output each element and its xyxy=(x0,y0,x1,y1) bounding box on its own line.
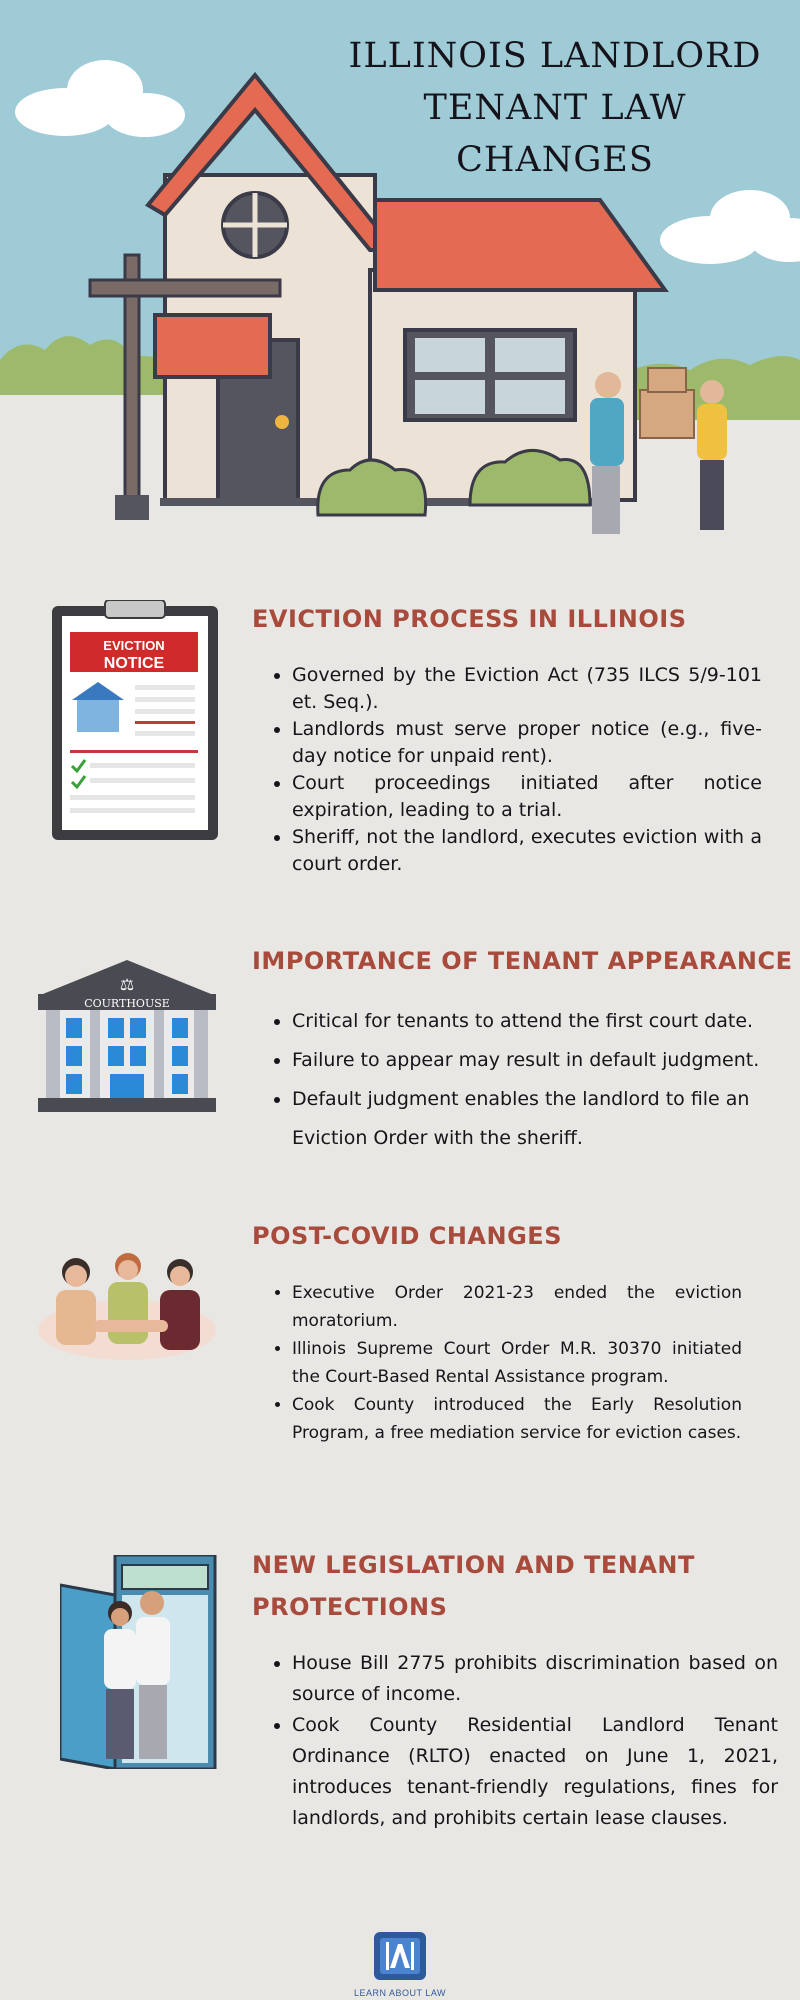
notice-label-1: EVICTION xyxy=(103,638,165,653)
eviction-notice-clipboard-icon xyxy=(50,600,220,842)
list-item: • Governed by the Eviction Act (735 ILCS 5/9-101 et. Seq.). xyxy=(292,662,762,716)
people-handshake-icon xyxy=(38,1250,216,1360)
courthouse-icon xyxy=(38,960,216,1112)
title-line-2: TENANT LAW CHANGES xyxy=(423,88,687,180)
couple-at-door-icon xyxy=(60,1555,220,1769)
svg-text:⚖: ⚖ xyxy=(119,975,135,994)
notice-label-2: NOTICE xyxy=(103,655,165,672)
courthouse-label: COURTHOUSE xyxy=(84,997,170,1010)
section-heading xyxy=(252,1544,695,1628)
list-item: • Court proceedings initiated after notice expiration, leading to a trial. xyxy=(292,770,762,824)
list-item: • Critical for tenants to attend the first court date. xyxy=(292,1002,762,1041)
bullet-list xyxy=(252,1002,762,1158)
list-item: • Failure to appear may result in default judgment. xyxy=(292,1041,762,1080)
heading-line-1: NEW LEGISLATION AND TENANT xyxy=(252,1551,695,1579)
bullet-list xyxy=(252,1648,778,1834)
page-title xyxy=(320,30,790,186)
bullet-list xyxy=(252,662,762,878)
list-item: • Executive Order 2021-23 ended the eviction moratorium. xyxy=(292,1279,742,1335)
learn-about-law-logo xyxy=(348,1930,452,1998)
section-heading: EVICTION PROCESS IN ILLINOIS xyxy=(252,605,687,633)
list-item: • Cook County Residential Landlord Tenant Ordinance (RLTO) enacted on June 1, 2021, introduces tenant-friendly regulations, fines for landlords, and prohibits certain lease clauses. xyxy=(292,1710,778,1834)
bullet-list xyxy=(252,1279,742,1447)
logo-text: LEARN ABOUT LAW xyxy=(353,1988,447,1998)
list-item: • Illinois Supreme Court Order M.R. 30370 initiated the Court-Based Rental Assistance program. xyxy=(292,1335,742,1391)
list-item: • Sheriff, not the landlord, executes eviction with a court order. xyxy=(292,824,762,878)
section-heading: IMPORTANCE OF TENANT APPEARANCE xyxy=(252,947,793,975)
heading-line-2: PROTECTIONS xyxy=(252,1593,448,1621)
hero-illustration xyxy=(0,0,800,560)
logo-icon xyxy=(372,1930,428,1982)
list-item: • Landlords must serve proper notice (e.g., five-day notice for unpaid rent). xyxy=(292,716,762,770)
list-item: • House Bill 2775 prohibits discrimination based on source of income. xyxy=(292,1648,778,1710)
section-heading: POST-COVID CHANGES xyxy=(252,1222,562,1250)
title-line-1: ILLINOIS LANDLORD xyxy=(348,36,762,76)
list-item: • Cook County introduced the Early Resolution Program, a free mediation service for eviction cases. xyxy=(292,1391,742,1447)
list-item: • Default judgment enables the landlord to file an Eviction Order with the sheriff. xyxy=(292,1080,762,1158)
